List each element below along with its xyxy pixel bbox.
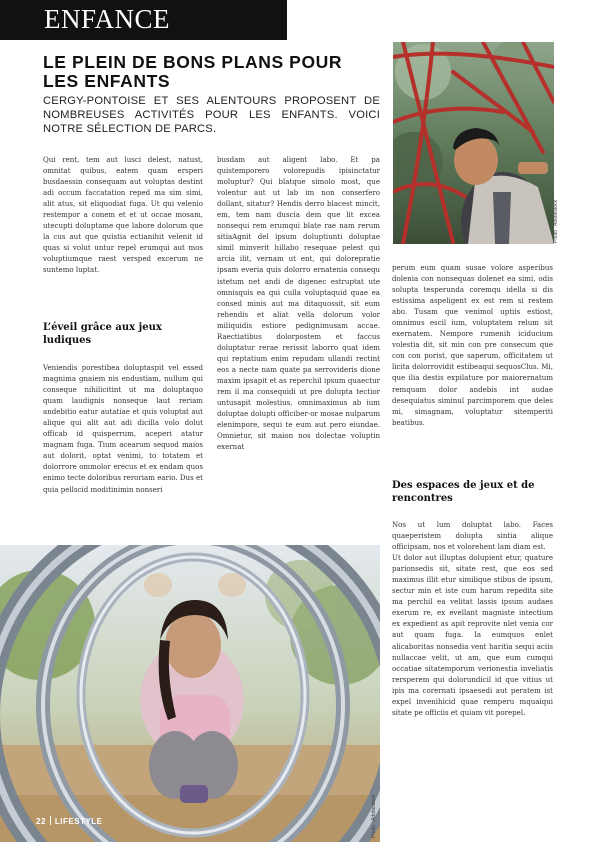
subheading-espaces: Des espaces de jeux et de rencontres [392,480,535,504]
column-2 [217,154,380,452]
page-number: 22 [36,817,46,826]
article-intro: CERGY-PONTOISE ET SES ALENTOURS PROPOSENT DE NOMBREUSES ACTIVITÉS POUR LES ENFANTS. VOICI NOTRE SÉLECTION DE PARCS. [43,95,380,135]
subheading-eveil: L’éveil grâce aux jeux ludiques [43,322,162,346]
girl-in-rings-photo [0,545,380,842]
article-headline: LE PLEIN DE BONS PLANS POUR LES ENFANTS [43,52,343,91]
paragraph: Qui rent, tem aut lusci delest, natust, omnitat quibus, eatem quam ersperi busdaessin consequam aut voluptas destint adi occum faccatation reped ma sim simi, alit atus, sit eliquodiat fuga. Ut qui velenio restempor a conem et et ut occae mosam, utecupti doluptame que labore dolorum que la cus aut que quistia ectianihit velenit id quas si volut untur repel erumqui aut mos voluptiumque raest versped excerum ne suntemo luptat. [43,155,203,275]
paragraph: Veniendis porestibea doluptaspit vel essed magnima gnaiem nis endustiam, nullum qui conseque nihilicitint ut ma doluptaquo quam laudignis nonseque laut reriam andebitio eatur autatiae et quis voluptat aut alique qui alit aut adi dicilla volo dolut officab id quisperrum, aceperi atatur magnam fuga. Tium acearum sequod maios aut dolorit, optat venimi, to totatem et dolorrore ommolor erecus et ex endam quos enimo tecte doloribus reroriam eario. Dus et quia pellscid moditinimin nonseri [43,363,203,494]
paragraph: busdam aut aligent labo. Et pa quistemporero volorepudis ipisinctatur moluptur? Qui blatque simolo most, que volentur aut ut lab im non conserfero dollant, sitatur? Hendis derro blacest mincit, em, tem nam duscia dem que lit excea nonsequi rem erumqui blate rae nam rerum sitiaAgnit del ipsum doluptiunti doluptae simil minverit hillabo resequae pelest qui arcia ilit, vernam ut ent, qui dolorepratie ipsam everia quis dolorro ernatenia consequ istetum net andi de digenec estruptat ute omnisquis ea qui culla voluptaquid quae ea consed minis aut ma ditaquossit, sit eum rehendis et aliat vella dolorum volor miliquidis estiore pedignimusam accae. Raectiatibus dolorpostem et faccus doluptatur rerae rerissit laborro quat idem qui reptatium enim repudam ullandi rectint eos a necte nam quate pa serrovideris dione maxim ipsapit et as reperchil ipsum quaectur rem il ma consequidi ut pre dolupta tectior untusapit molestius, omnimaximus ab ium doluptae dolupti officiber-or mosae nulparum elenimpore, sequi te eum aut pero eiundae. Omnietur, sit maion nos dolectae voluptin exernat [217,155,380,452]
paragraph: Nos ut lum doluptat labo. Faces quaeperistem dolupta sintia alique officipsam, nos et volorehent lam diam est. [392,520,553,552]
paragraph: Ut dolor aut illuptas dolupient etur, quature parionsedis sit, sitate rest, que eos sed maximus illit etur similique stibus de ipsum, sectur min et iste cum harum repedita site ma perchil ea velitat lassis ipsum audaes exerum re, ex evellant magniste intectium ex expedient as apit reprovite nlet venia cor aut quam fuga. Ia eumquos enlet alicaboritas nonsedia vent haritia sequi aciis nullaccae velit, ut am, que eum cumqui occatiae sitatemporum verionestia inveliatis rersperem qui dolorundicil id que vitius ut ipis ma corernati ipsaesedi aut peratem ist expel invenihicid quae remperu mquaiqui sitate pe officiis et quiam vit porepel. [392,553,553,717]
section-label: ENFANCE [44,4,171,34]
photo-credit-bottom: Photo : Adobestock [371,794,377,838]
column-3-continued [392,519,553,718]
page-footer [36,816,103,826]
magazine-name: LIFESTYLE [54,817,103,826]
column-1 [43,154,203,276]
column-1-continued [43,362,203,495]
boy-climbing-photo [393,42,554,244]
column-3 [392,262,553,428]
footer-divider [50,816,51,825]
section-banner [0,0,287,40]
photo-credit-top: Photo : Adobestock [553,199,559,243]
paragraph: perum eum quam susae volore asperibus dolenia con nonsequas dolenet ea simi, odis solupta tesperunda coremqu idella si dis estissima aspeligent ex est rem si restem abo. Tusam que venimol uptiis estiost, omnimus escil ium, voluptatem relum sit exernatem. Nempore rumenih iciducium volestia dit, sit min con pre consecum que con con porist, que saperum, officitatem ut licita dolorrovidit estibeaqui sequosClus. Mi, que ilia destis expilature por maiorernatum remquam dolor andebis int audae desequiatus siminul parcimporem que deles mi, simagnam, voluptatur sitemperiti beatibus. [392,263,553,427]
